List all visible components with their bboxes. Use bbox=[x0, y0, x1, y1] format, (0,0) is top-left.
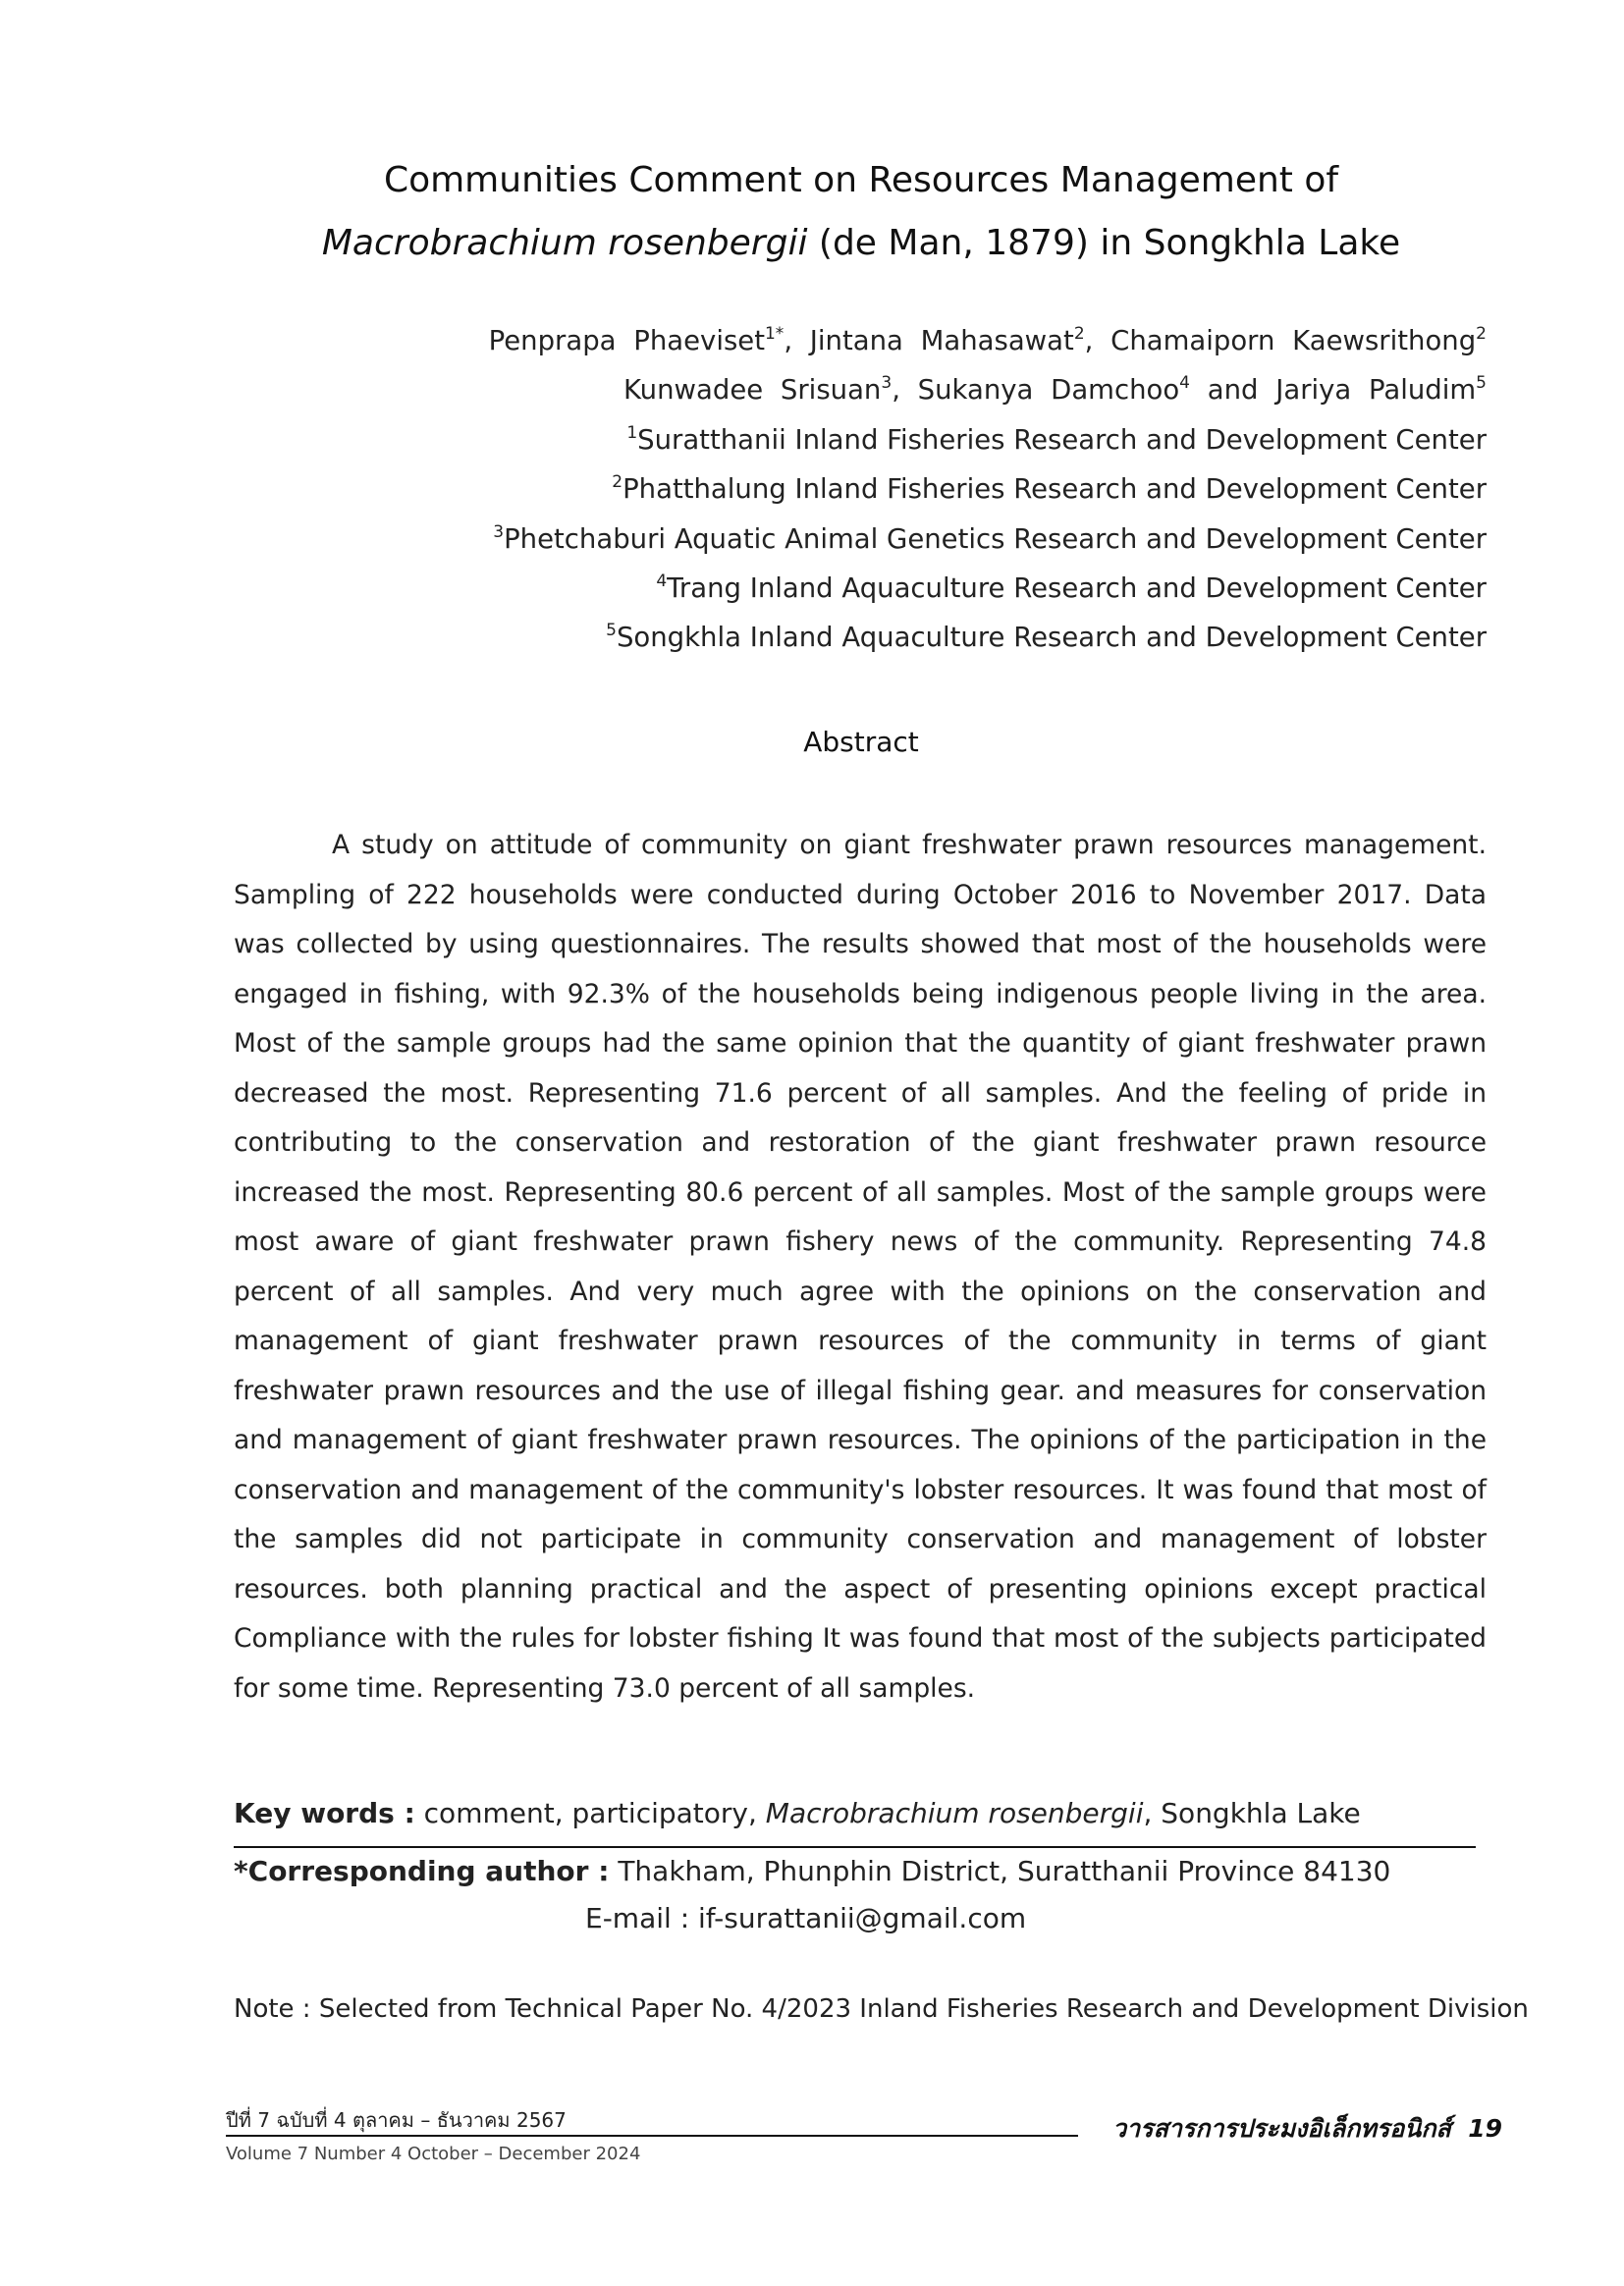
author-name: Kunwadee Srisuan bbox=[623, 374, 882, 407]
affiliation-sup: 1 bbox=[626, 422, 638, 443]
footer-english-issue: Volume 7 Number 4 October – December 2024 bbox=[226, 2144, 641, 2164]
author-name: Jintana Mahasawat bbox=[809, 325, 1074, 356]
footer-journal-name: วารสารการประมงอิเล็กทรอนิกส์ bbox=[1112, 2114, 1451, 2143]
affiliation: $^3$Phetchaburi Aquatic Animal Genetics Research and Development Center bbox=[493, 521, 1487, 555]
affiliation: $^4$Trang Inland Aquaculture Research and Development Center bbox=[656, 572, 1487, 605]
author-sup: 2 bbox=[1073, 324, 1085, 344]
author-name: Penprapa Phaeviset bbox=[488, 325, 765, 356]
author-line-2: Kunwadee Srisuan$^3$, Sukanya Damchoo$^4$ and Jariya Paludim$^5$ bbox=[623, 373, 1487, 407]
keywords-divider bbox=[234, 1846, 1476, 1848]
footer-thai-issue: ปีที่ 7 ฉบับที่ 4 ตุลาคม – ธันวาคม 2567 bbox=[226, 2108, 567, 2132]
page-number: 19 bbox=[1468, 2114, 1502, 2143]
affiliation-sup: 2 bbox=[612, 472, 623, 493]
affiliation-sup: 5 bbox=[606, 621, 617, 641]
corresponding-email: E-mail : if-surattanii@gmail.com bbox=[585, 1902, 1027, 1934]
corresponding-address: Thakham, Phunphin District, Suratthanii Province 84130 bbox=[609, 1855, 1391, 1887]
author-sup: 4 bbox=[1179, 373, 1190, 394]
affiliation-sup: 4 bbox=[656, 572, 668, 592]
author-name: Jariya Paludim bbox=[1275, 374, 1477, 407]
title-line-2 bbox=[295, 212, 1428, 275]
keywords-species: Macrobrachium rosenbergii bbox=[765, 1797, 1144, 1829]
author-block bbox=[295, 316, 1487, 663]
title-species-name: Macrobrachium rosenbergii bbox=[321, 223, 808, 263]
paper-title bbox=[295, 149, 1428, 275]
author-line-1: Penprapa Phaeviset$^{1*}$, Jintana Mahasawat$^2$, Chamaiporn Kaewsrithong$^2$ bbox=[488, 324, 1487, 356]
abstract-body: A study on attitude of community on giant freshwater prawn resources management. Sampling of 222 households were conducted during October 2016 to November 2017. Data was collected by using questionnaires. The results showed that most of the households were engaged in fishing, with 92.3% of the households being indigenous people living in the area. Most of the sample groups had the same opinion that the quantity of giant freshwater prawn decreased the most. Representing 71.6 percent of all samples. And the feeling of pride in contributing to the conservation and restoration of the giant freshwater prawn resource increased the most. Representing 80.6 percent of all samples. Most of the sample groups were most aware of giant freshwater prawn fishery news of the community. Representing 74.8 percent of all samples. And very much agree with the opinions on the conservation and management of giant freshwater prawn resources of the community in terms of giant freshwater prawn resources and the use of illegal fishing gear. and measures for conservation and management of giant freshwater prawn resources. The opinions of the participation in the conservation and management of the community's lobster resources. It was found that most of the samples did not participate in community conservation and management of lobster resources. both planning practical and the aspect of presenting opinions except practical Compliance with the rules for lobster fishing It was found that most of the subjects participated for some time. Representing 73.0 percent of all samples. bbox=[234, 830, 1487, 1704]
footer-divider bbox=[226, 2135, 1078, 2137]
keywords-line: Key words : comment, participatory, Macrobrachium rosenbergii, Songkhla Lake bbox=[234, 1797, 1361, 1829]
title-line-1: Communities Comment on Resources Management of bbox=[383, 160, 1339, 200]
abstract-heading: Abstract bbox=[803, 726, 919, 758]
corresponding-author-label: *Corresponding author : bbox=[234, 1855, 610, 1887]
keywords-label: Key words : bbox=[234, 1797, 415, 1829]
author-sup: 1* bbox=[764, 324, 785, 344]
affiliation-sup: 3 bbox=[493, 521, 505, 542]
author-name: Chamaiporn Kaewsrithong bbox=[1110, 325, 1477, 356]
author-sup: 3 bbox=[881, 373, 893, 394]
selection-note: Note : Selected from Technical Paper No. 4/2023 Inland Fisheries Research and Development Division bbox=[234, 1994, 1529, 2024]
author-name: Sukanya Damchoo bbox=[917, 374, 1180, 407]
author-sup: 5 bbox=[1476, 373, 1487, 394]
footer-journal bbox=[1112, 2113, 1502, 2145]
affiliation: $^2$Phatthalung Inland Fisheries Research and Development Center bbox=[612, 472, 1487, 506]
affiliation: $^5$Songkhla Inland Aquaculture Research and Development Center bbox=[606, 621, 1487, 654]
affiliation: $^1$Suratthanii Inland Fisheries Research and Development Center bbox=[626, 422, 1487, 456]
author-sup: 2 bbox=[1476, 324, 1487, 344]
title-line-2-rest: (de Man, 1879) in Songkhla Lake bbox=[807, 223, 1401, 263]
corresponding-author bbox=[234, 1850, 1390, 1893]
